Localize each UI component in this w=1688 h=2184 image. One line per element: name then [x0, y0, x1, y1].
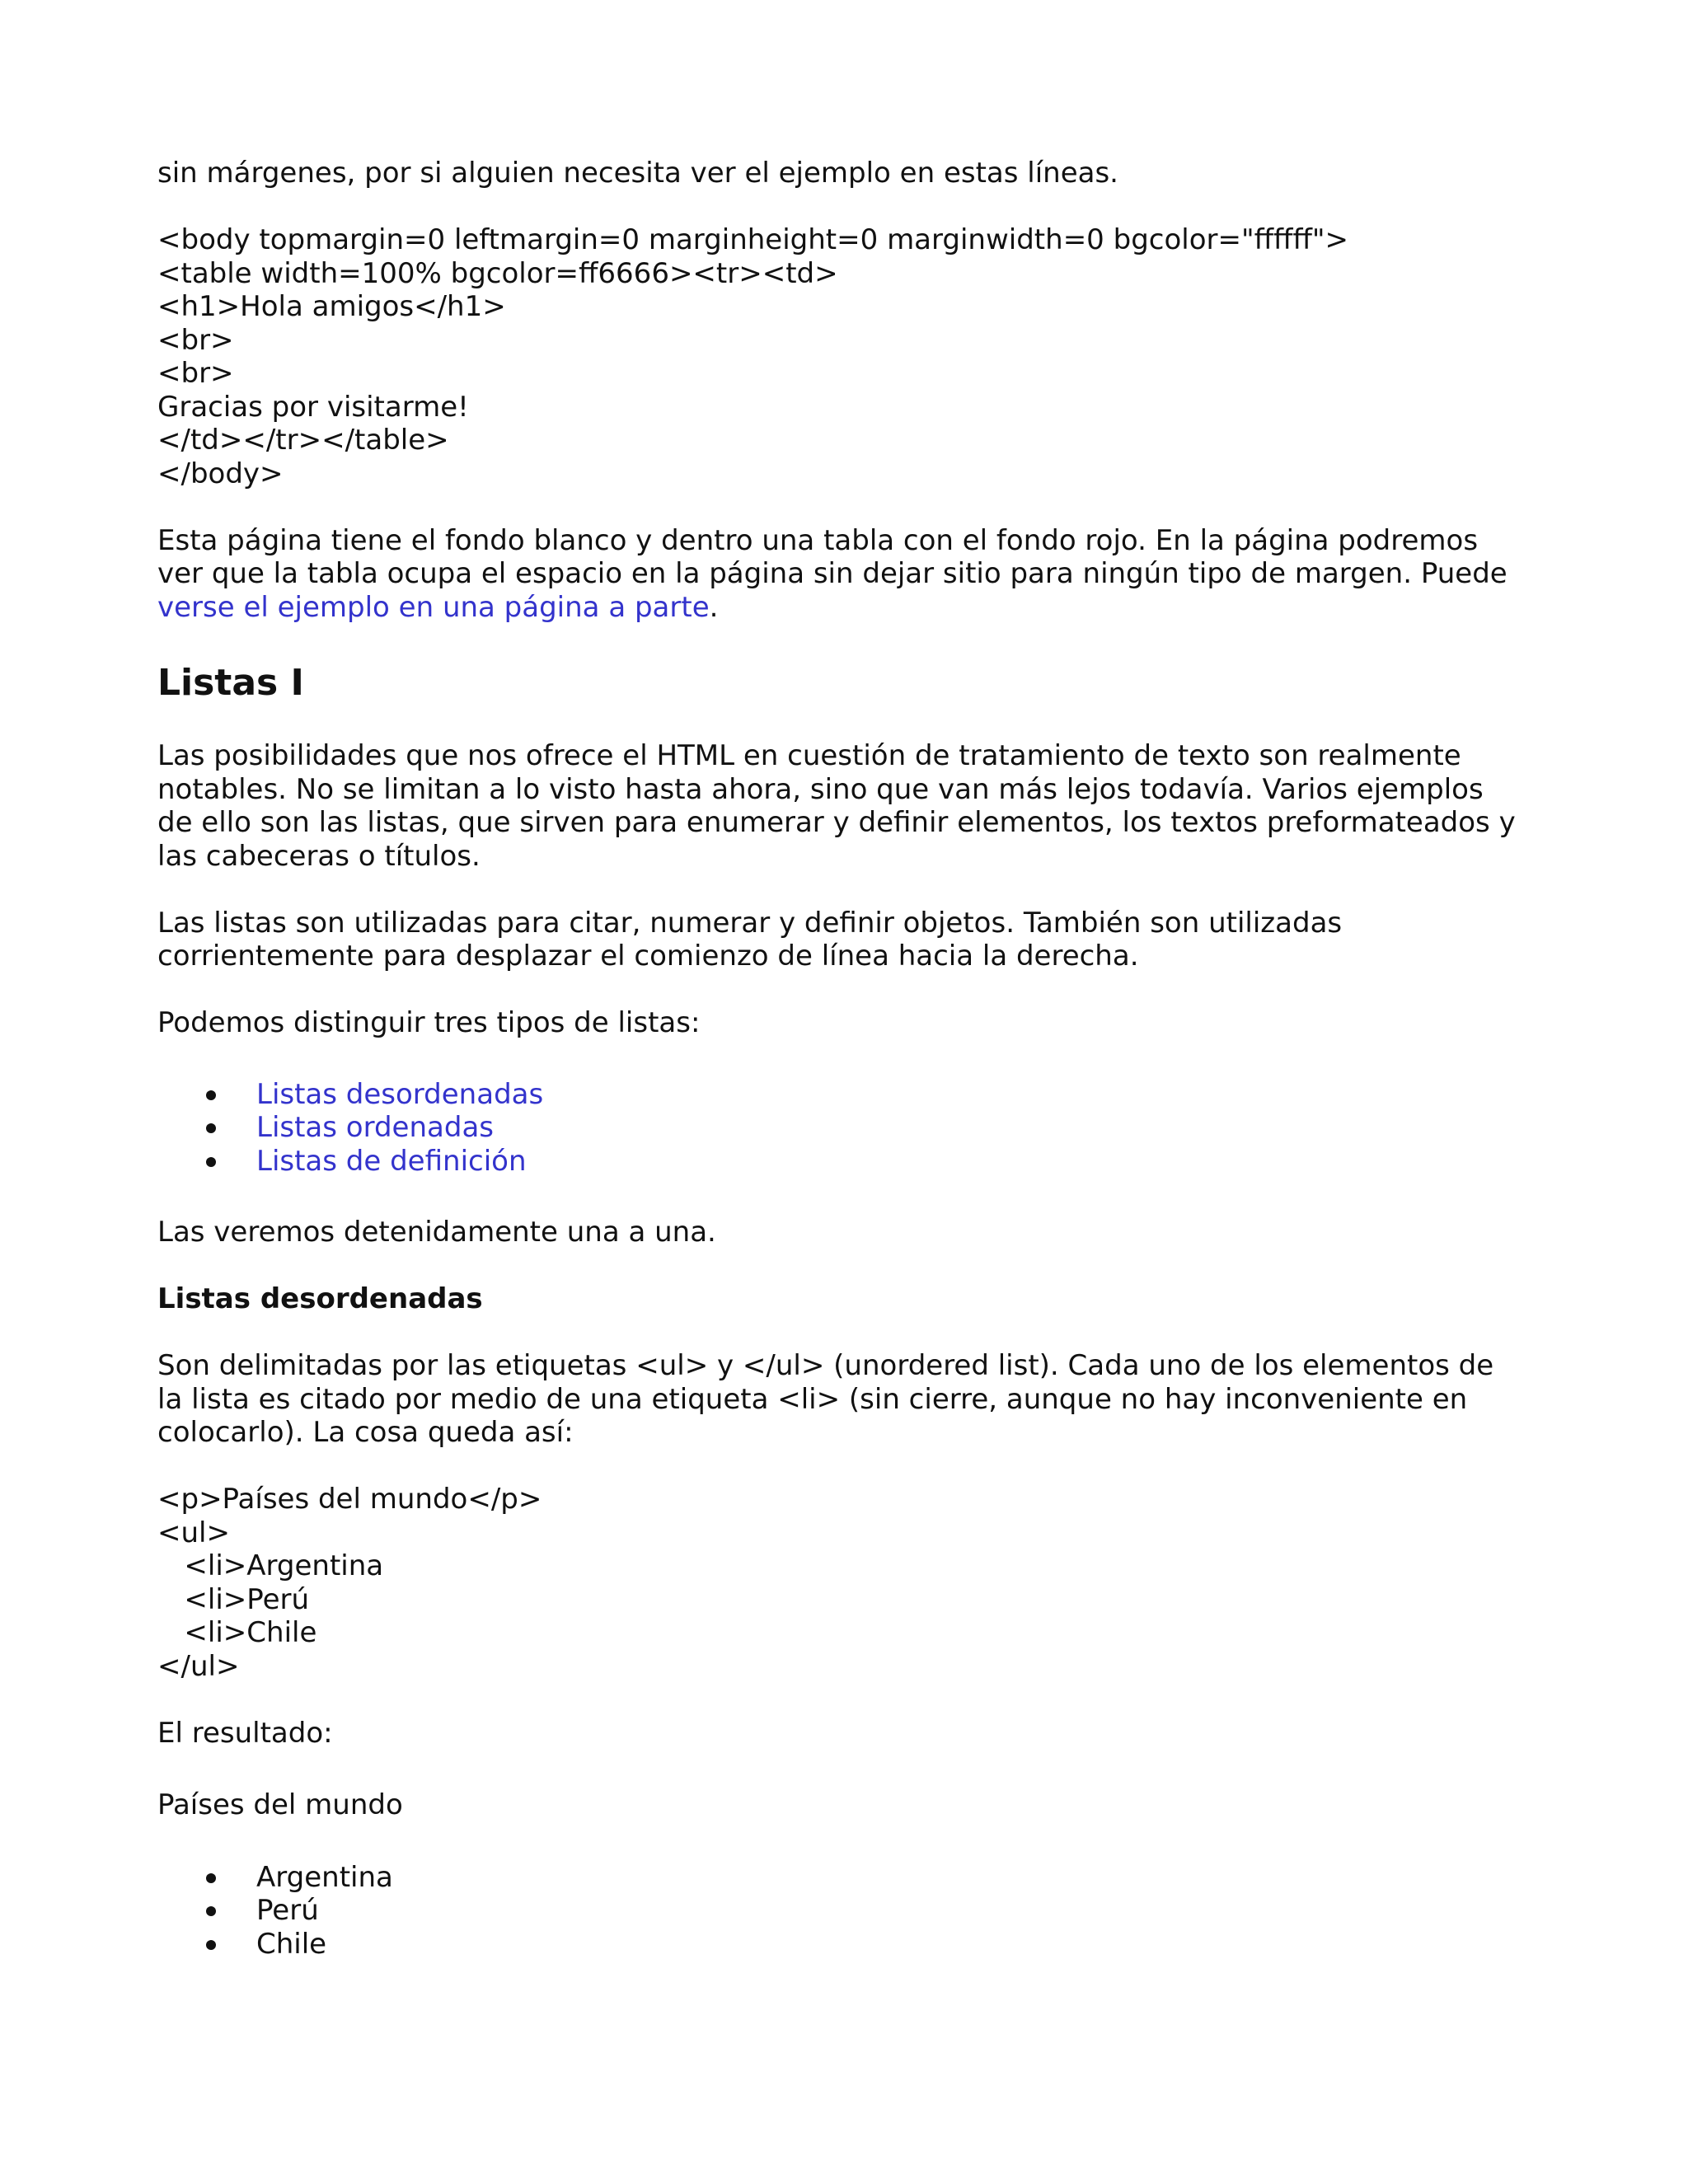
code-example-2 [157, 1483, 1526, 1683]
paragraph-tipos: Podemos distinguir tres tipos de listas: [157, 1006, 701, 1039]
paragraph-utilizadas: Las listas son utilizadas para citar, numerar y definir objetos. También son utilizadas corrientemente para desplazar el comienzo de línea hacia la derecha. [157, 906, 1343, 972]
code-line: <li>Argentina [157, 1549, 384, 1582]
code-example-1 [157, 223, 1526, 490]
code-line: <ul> [157, 1516, 230, 1549]
bullet-icon [206, 1157, 216, 1167]
bullet-icon [206, 1090, 216, 1100]
bullet-icon [206, 1906, 216, 1916]
bullet-icon [206, 1873, 216, 1883]
result-item: Chile [256, 1927, 327, 1961]
result-title: Países del mundo [157, 1788, 403, 1821]
code-line: </td></tr></table> [157, 424, 449, 457]
section-title: Listas I [157, 662, 304, 704]
subheading: Listas desordenadas [157, 1282, 483, 1315]
paragraph-posibilidades: Las posibilidades que nos ofrece el HTML en cuestión de tratamiento de texto son realmente notables. No se limitan a lo visto hasta ahora, sino que van más lejos todavía. Varios ejemplos de ello son las listas, que sirven para enumerar y definir elementos, los textos preformateados y las cabeceras o títulos. [157, 739, 1516, 873]
code-line: Gracias por visitarme! [157, 390, 469, 424]
result-label: El resultado: [157, 1716, 333, 1750]
result-item: Perú [256, 1894, 319, 1927]
code-line: <h1>Hola amigos</h1> [157, 290, 506, 323]
code-line: <li>Perú [157, 1582, 310, 1616]
paragraph-delimitadas: Son delimitadas por las etiquetas <ul> y </ul> (unordered list). Cada uno de los elementos de la lista es citado por medio de una etiqueta <li> (sin cierre, aunque no hay inconveniente en colocarlo). La cosa queda así: [157, 1349, 1494, 1449]
document-page [157, 157, 1526, 1961]
link-listas-definicion[interactable]: Listas de definición [256, 1144, 527, 1178]
code-line: <body topmargin=0 leftmargin=0 marginheight=0 marginwidth=0 bgcolor="ffffff"> [157, 223, 1349, 256]
bullet-icon [206, 1123, 216, 1133]
result-item: Argentina [256, 1860, 393, 1894]
link-listas-ordenadas[interactable]: Listas ordenadas [256, 1111, 494, 1144]
list-item [157, 1928, 1526, 1961]
list-item [157, 1078, 1526, 1112]
code-line: <table width=100% bgcolor=ff6666><tr><td> [157, 256, 838, 290]
link-listas-desordenadas[interactable]: Listas desordenadas [256, 1077, 544, 1111]
paragraph-fondo [157, 524, 1526, 625]
code-line: <br> [157, 323, 234, 357]
code-line: <br> [157, 357, 234, 390]
result-list [157, 1861, 1526, 1961]
paragraph-fondo-text: Esta página tiene el fondo blanco y dentro una tabla con el fondo rojo. En la página podremos ver que la tabla ocupa el espacio en la página sin dejar sitio para ningún tipo de margen. Puede [157, 523, 1507, 590]
code-line: </ul> [157, 1649, 240, 1683]
bullet-icon [206, 1940, 216, 1950]
verse-ejemplo-link[interactable]: verse el ejemplo en una página a parte [157, 590, 710, 624]
list-item [157, 1111, 1526, 1145]
code-line: <li>Chile [157, 1616, 317, 1649]
code-line: </body> [157, 457, 284, 490]
code-line: <p>Países del mundo</p> [157, 1483, 542, 1516]
list-item [157, 1894, 1526, 1928]
paragraph-fondo-after: . [709, 590, 719, 624]
paragraph-veremos: Las veremos detenidamente una a una. [157, 1216, 716, 1249]
list-item [157, 1145, 1526, 1179]
intro-line: sin márgenes, por si alguien necesita ver el ejemplo en estas líneas. [157, 157, 1118, 190]
list-item [157, 1861, 1526, 1895]
list-types [157, 1078, 1526, 1179]
